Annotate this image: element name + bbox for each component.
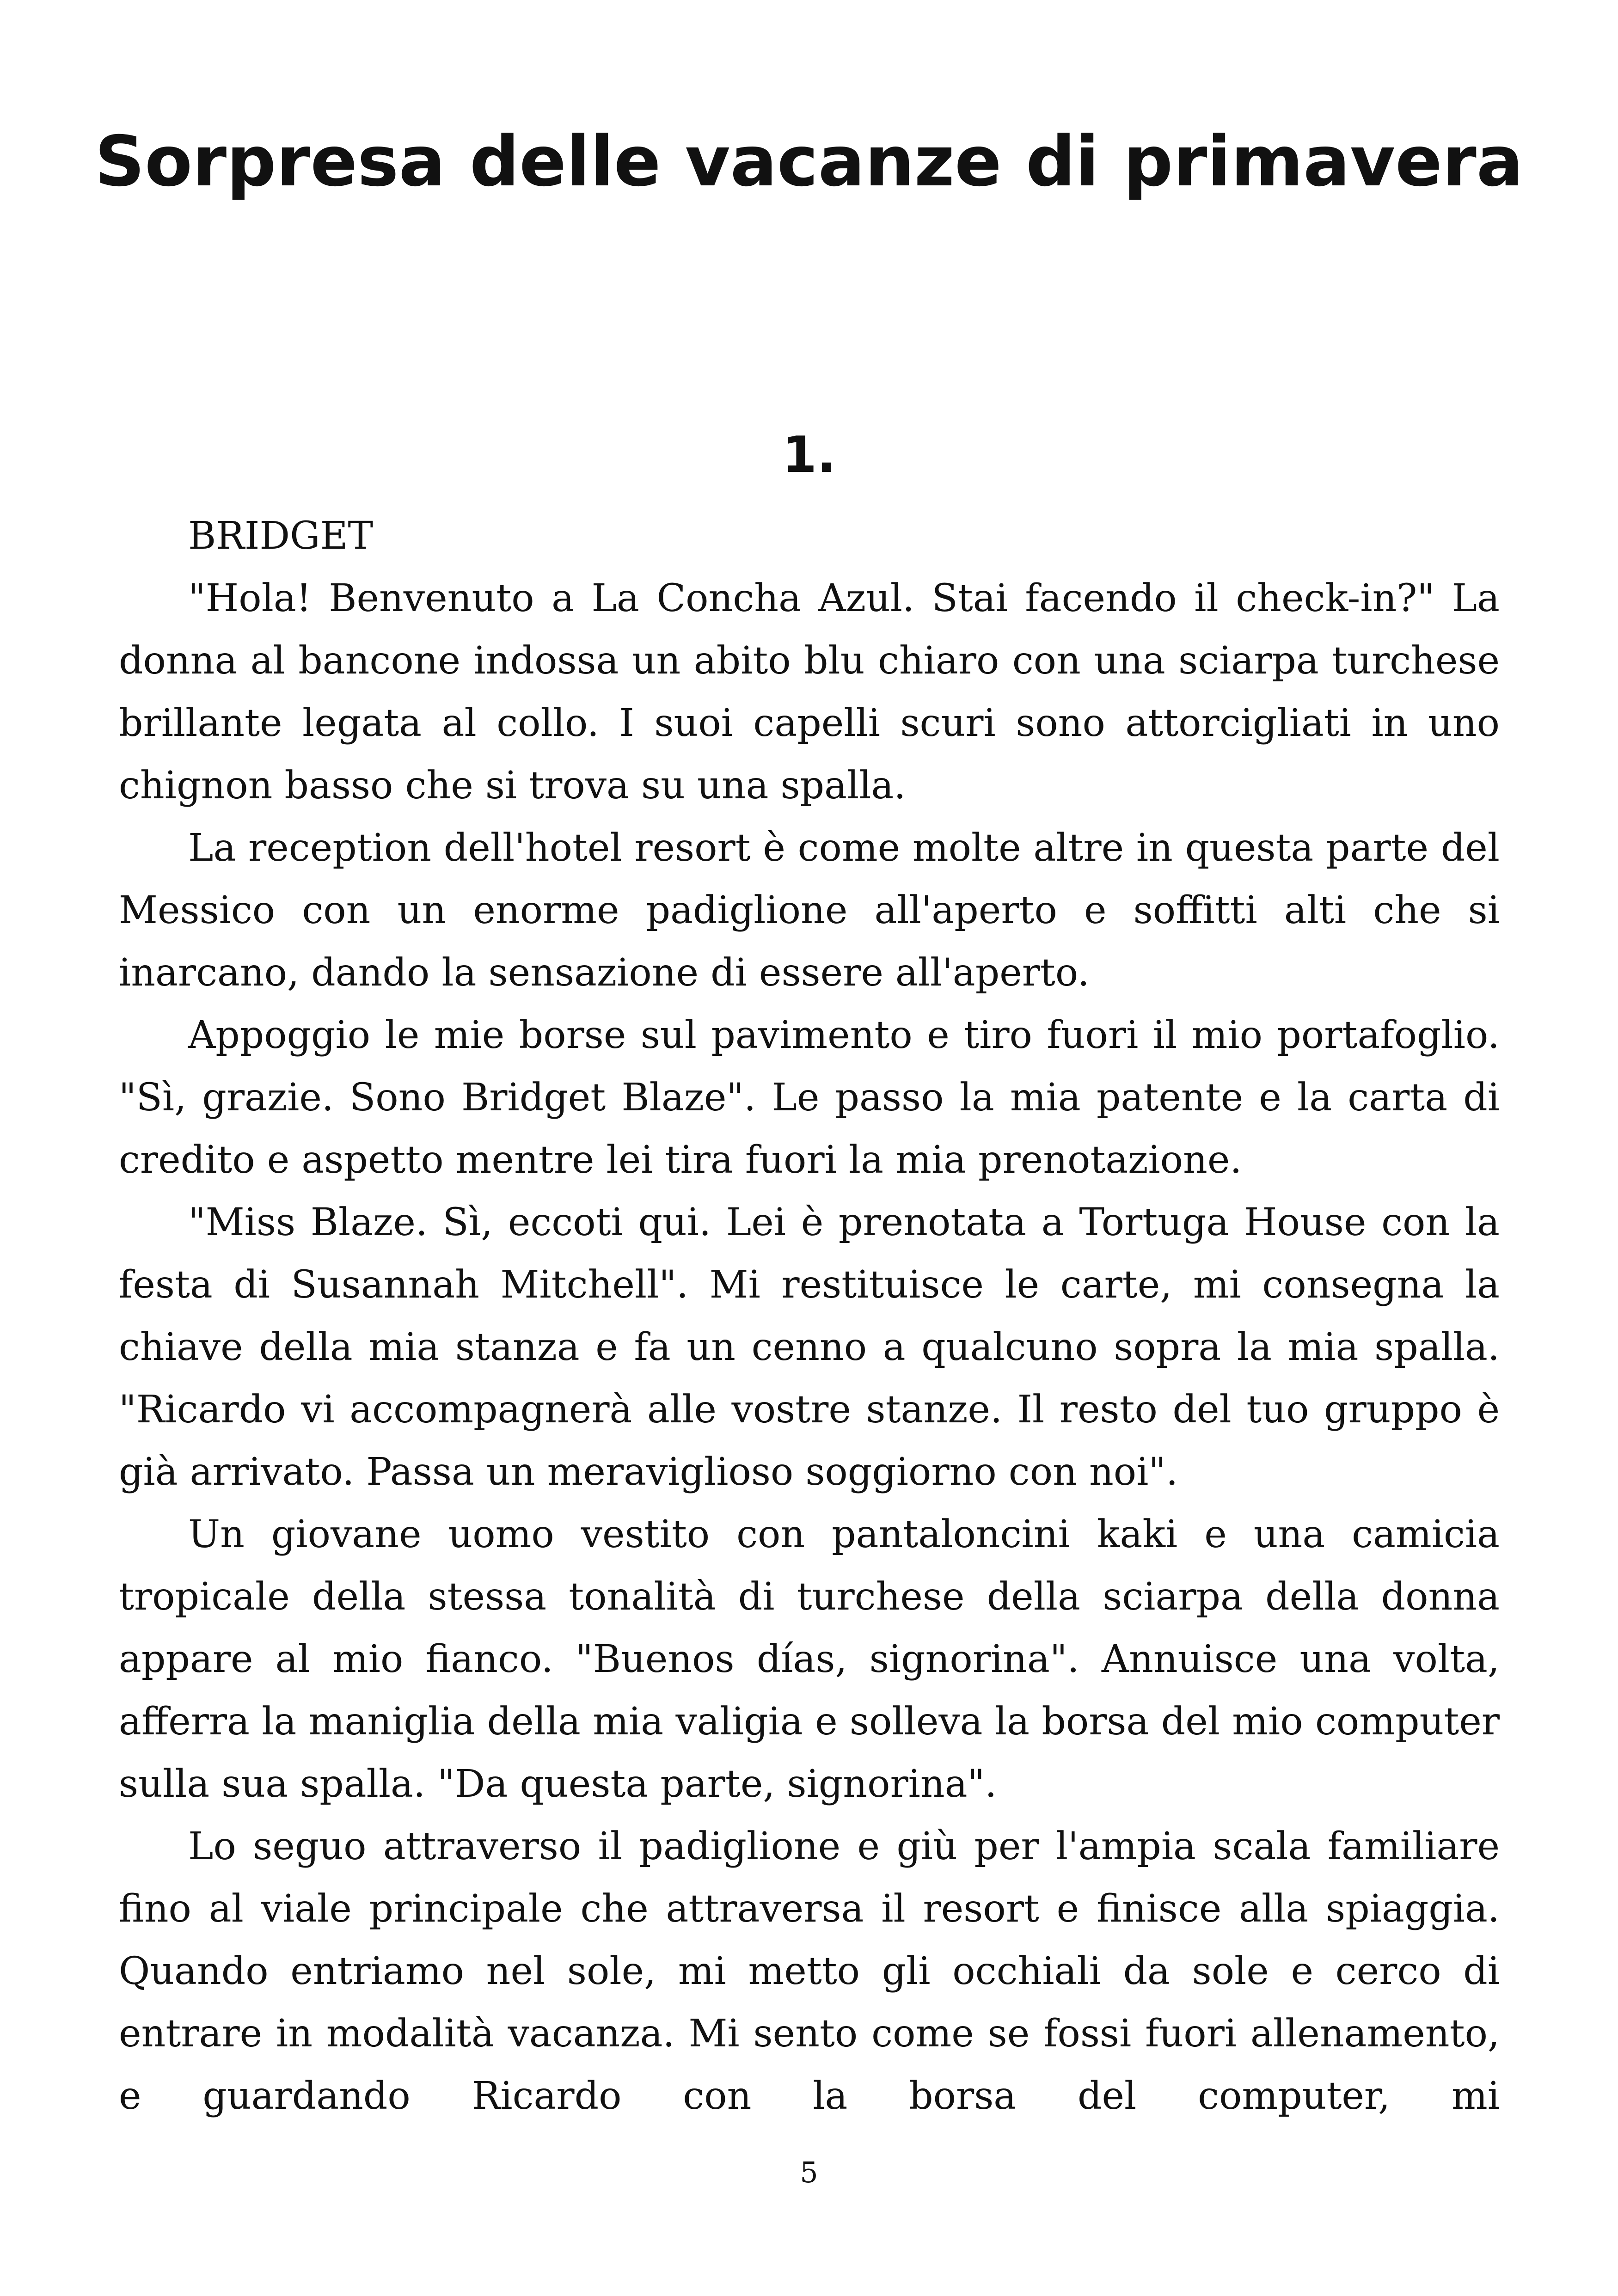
paragraph: Un giovane uomo vestito con pantaloncini kaki e una camicia tropicale della stessa tonalità di turchese della sciarpa della donna appare al mio fianco. "Buenos días, signorina". Annuisce una volta, afferra la maniglia della mia valigia e solleva la borsa del mio computer sulla sua spalla. "Da questa parte, signorina". <box>119 1512 1500 1806</box>
paragraph: Appoggio le mie borse sul pavimento e tiro fuori il mio portafoglio. "Sì, grazie. Sono Bridget Blaze". Le passo la mia patente e la carta di credito e aspetto mentre lei tira fuori la mia prenotazione. <box>119 1013 1500 1182</box>
paragraph: La reception dell'hotel resort è come molte altre in questa parte del Messico con un enorme padiglione all'aperto e soffitti alti che si inarcano, dando la sensazione di essere all'aperto. <box>119 826 1500 995</box>
page-number: 5 <box>800 2155 818 2189</box>
chapter-number: 1. <box>782 426 836 484</box>
chapter-body <box>119 505 1500 2127</box>
paragraph: Lo seguo attraverso il padiglione e giù per l'ampia scala familiare fino al viale principale che attraversa il resort e finisce alla spiaggia. Quando entriamo nel sole, mi metto gli occhiali da sole e cerco di entrare in modalità vacanza. Mi sento come se fossi fuori allenamento, e guardando Ricardo con la borsa del computer, mi <box>119 1825 1500 2118</box>
paragraph: "Hola! Benvenuto a La Concha Azul. Stai facendo il check-in?" La donna al bancone indossa un abito blu chiaro con una sciarpa turchese brillante legata al collo. I suoi capelli scuri sono attorcigliati in uno chignon basso che si trova su una spalla. <box>119 576 1500 808</box>
narrator-name: BRIDGET <box>188 514 374 558</box>
paragraph: "Miss Blaze. Sì, eccoti qui. Lei è prenotata a Tortuga House con la festa di Susannah Mitchell". Mi restituisce le carte, mi consegna la chiave della mia stanza e fa un cenno a qualcuno sopra la mia spalla. "Ricardo vi accompagnerà alle vostre stanze. Il resto del tuo gruppo è già arrivato. Passa un meraviglioso soggiorno con noi". <box>119 1200 1500 1494</box>
book-title: Sorpresa delle vacanze di primavera <box>95 122 1523 202</box>
